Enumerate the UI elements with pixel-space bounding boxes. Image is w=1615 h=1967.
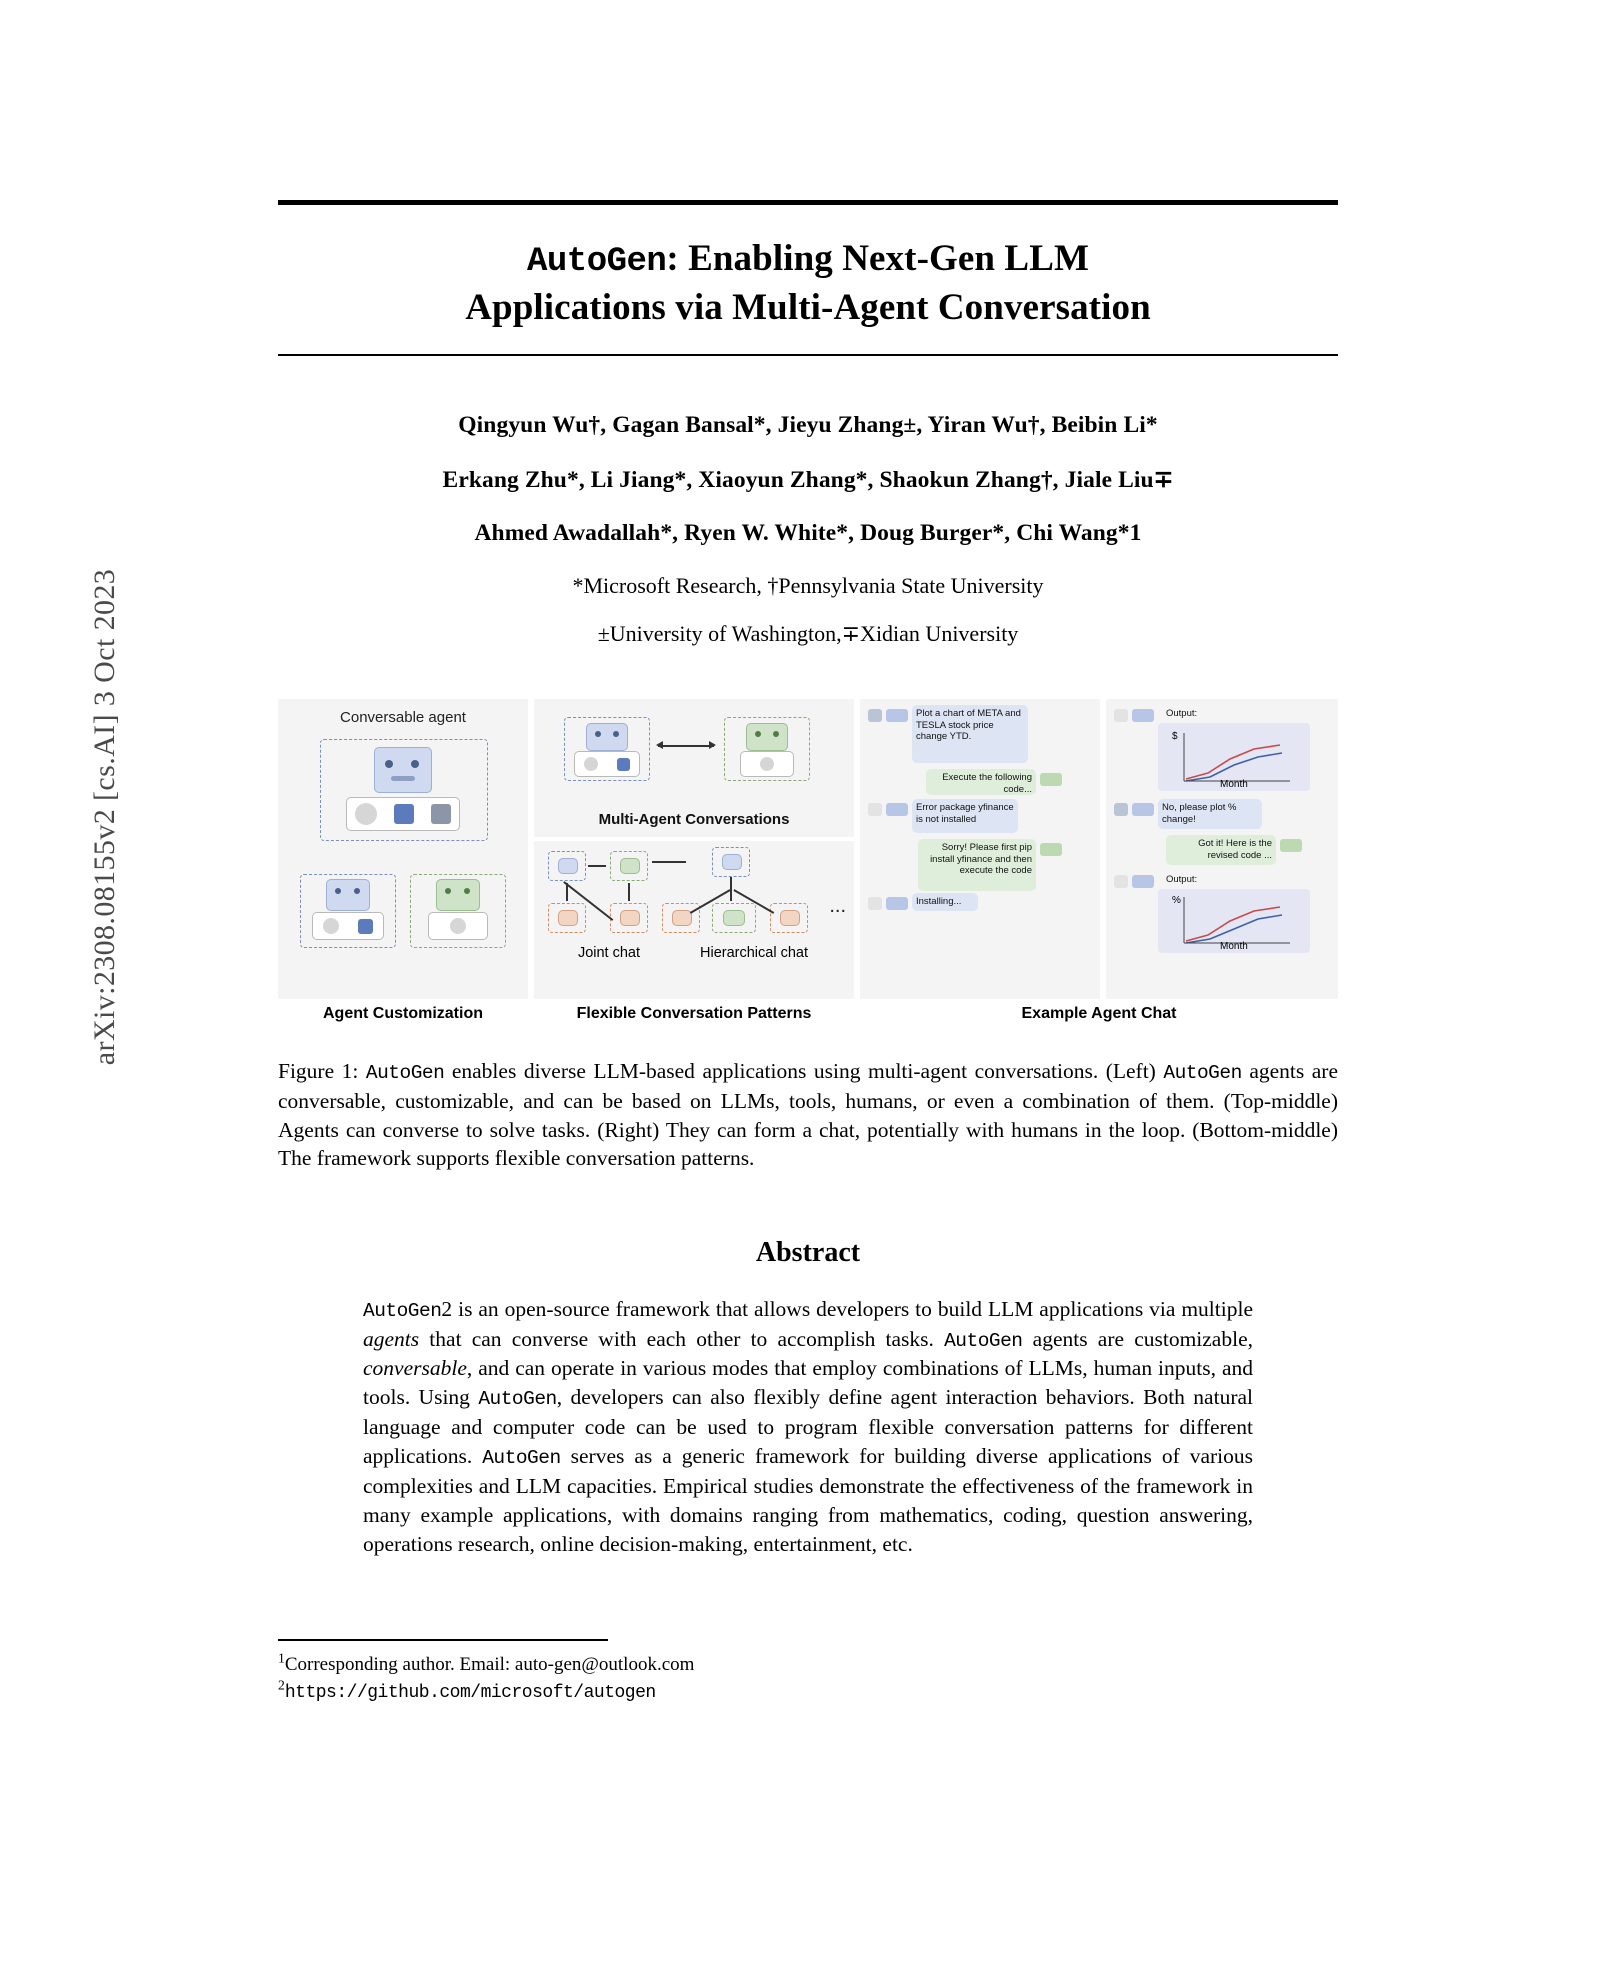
title-bottom-rule <box>278 354 1338 356</box>
chart-2-ylabel: % <box>1172 895 1181 907</box>
conv-agent-left-robot <box>586 723 628 751</box>
author-line-2: Erkang Zhu*, Li Jiang*, Xiaoyun Zhang*, Shaokun Zhang†, Jiale Liu∓ <box>442 467 1174 494</box>
figure-caption <box>278 1057 1338 1173</box>
page-title <box>278 235 1338 332</box>
abstract-italic-1: agents <box>363 1326 420 1351</box>
panel3-caption: Example Agent Chat <box>1021 1005 1177 1023</box>
agent-avatar-4 <box>1132 709 1154 722</box>
chart-2 <box>1158 889 1310 953</box>
human-icon <box>394 804 414 824</box>
footnote-1 <box>278 1651 1338 1679</box>
chart-1 <box>1158 723 1310 791</box>
agent-variant-green-caps <box>428 912 488 940</box>
title-mono: AutoGen <box>526 243 667 281</box>
robot-icon-variant-green <box>436 879 480 911</box>
tool-icon <box>431 804 451 824</box>
figure-caption-mono-1: AutoGen <box>365 1062 445 1085</box>
chat-message-4: Sorry! Please first pip install yfinance and then execute the code <box>918 839 1036 891</box>
abstract-text-5: , developers can also flexibly define agent interaction behaviors. Both natural language and computer code can be used to program flexible conversation patterns for different applications. <box>363 1385 1253 1468</box>
agent-avatar-3 <box>886 897 908 910</box>
chat-message-5: Installing... <box>912 893 978 911</box>
human-avatar-2 <box>1114 803 1128 816</box>
footnote-1-text: Corresponding author. Email: auto-gen@outlook.com <box>284 1653 695 1675</box>
chat-message-7: Got it! Here is the revised code ... <box>1166 835 1276 865</box>
agent-variant-blue-caps <box>312 912 384 940</box>
output-label-2: Output: <box>1166 874 1198 886</box>
footnotes <box>278 1651 1338 1707</box>
llm-icon <box>355 803 377 825</box>
pattern-ellipsis: ... <box>829 895 846 918</box>
multi-agent-conversations-panel <box>534 699 854 837</box>
conv-agent-right-caps <box>740 751 794 777</box>
panel1-caption: Agent Customization <box>323 1005 483 1023</box>
abstract-text-1: 2 is an open-source framework that allows developers to build LLM applications via multiple <box>441 1296 1253 1321</box>
python-avatar-2 <box>868 897 882 910</box>
abstract-mono-2: AutoGen <box>944 1329 1023 1352</box>
hier-child-1 <box>662 903 700 933</box>
chat-message-1: Plot a chart of META and TESLA stock price change YTD. <box>912 705 1028 763</box>
arxiv-stamp: arXiv:2308.08155v2 [cs.AI] 3 Oct 2023 <box>88 568 121 1066</box>
title-rest: : Enabling Next-Gen LLM <box>666 238 1089 279</box>
chart-1-xlabel: Month <box>1220 779 1248 791</box>
agent-avatar-green-3 <box>1280 839 1302 852</box>
agent-avatar-green-2 <box>1040 843 1062 856</box>
chat-message-6: No, please plot % change! <box>1158 799 1262 829</box>
footnote-2-marker: 2 <box>278 1677 285 1693</box>
abstract-text-6: serves as a generic framework for building diverse applications of various complexities and LLM capacities. Empirical studies demonstrate the effectiveness of the framework in many example applications, with domains ranging from mathematics, coding, question answering, operations research, online decision-making, entertainment, etc. <box>363 1444 1253 1556</box>
figure-panel-captions <box>278 1005 1338 1023</box>
author-block <box>278 412 1338 547</box>
figure-caption-text-1: enables diverse LLM-based applications using multi-agent conversations. (Left) <box>444 1059 1164 1084</box>
agent-avatar-green-1 <box>1040 773 1062 786</box>
author-line-1: Qingyun Wu†, Gagan Bansal*, Jieyu Zhang±, Yiran Wu†, Beibin Li* <box>458 412 1158 439</box>
title-top-rule <box>278 200 1338 205</box>
abstract-italic-2: conversable <box>363 1356 467 1381</box>
figure-caption-text-2: agents are conversable, customizable, and can be based on LLMs, tools, humans, or even a combination of them. (Top-middle) Agents can converse to solve tasks. (Right) They can form a chat, potentially with humans in the loop. (Bottom-middle) The framework supports flexible conversation patterns. <box>278 1059 1339 1171</box>
abstract-mono-1: AutoGen <box>363 1299 442 1322</box>
conv-double-arrow <box>658 745 714 747</box>
figure-panel-conversation-patterns <box>534 699 854 999</box>
hier-root <box>712 847 750 877</box>
joint-chat-label: Joint chat <box>577 945 641 962</box>
figure-caption-label: Figure 1: <box>278 1059 366 1084</box>
python-avatar-4 <box>1114 875 1128 888</box>
output-label-1: Output: <box>1166 708 1198 720</box>
conv-agent-right-robot <box>746 723 788 751</box>
flexible-patterns-panel <box>534 841 854 999</box>
author-line-3: Ahmed Awadallah*, Ryen W. White*, Doug Burger*, Chi Wang*1 <box>474 520 1142 547</box>
abstract-text-2: that can converse with each other to accomplish tasks. <box>419 1326 945 1351</box>
abstract-text-4: , and can operate in various modes that employ combinations of LLMs, human inputs, and tools. Using <box>363 1356 1253 1410</box>
panel2-caption: Flexible Conversation Patterns <box>576 1005 812 1023</box>
chart-2-xlabel: Month <box>1220 941 1248 953</box>
panel1-header: Conversable agent <box>340 709 466 727</box>
panel2-header: Multi-Agent Conversations <box>598 811 790 829</box>
abstract-mono-3: AutoGen <box>478 1388 557 1411</box>
robot-icon <box>374 747 432 793</box>
chat-message-2: Execute the following code... <box>926 769 1036 795</box>
footnote-2 <box>278 1678 1338 1706</box>
agent-avatar-5 <box>1132 803 1154 816</box>
abstract-body <box>363 1295 1253 1559</box>
hier-child-3 <box>770 903 808 933</box>
agent-avatar-1 <box>886 709 908 722</box>
affiliation-line-2: ±University of Washington,∓Xidian University <box>597 621 1019 647</box>
robot-icon-variant-blue <box>326 879 370 911</box>
title-line2: Applications via Multi-Agent Conversation <box>465 287 1151 329</box>
agent-avatar-2 <box>886 803 908 816</box>
joint-node-2 <box>610 851 648 881</box>
human-avatar-1 <box>868 709 882 722</box>
chart-1-ylabel: $ <box>1172 731 1178 743</box>
figure-panel-example-chat-left <box>860 699 1100 999</box>
joint-node-4 <box>610 903 648 933</box>
joint-node-1 <box>548 851 586 881</box>
figure-panel-agent-customization <box>278 699 528 999</box>
agent-capability-row <box>346 797 460 831</box>
footnote-1-marker: 1 <box>278 1650 285 1666</box>
footnote-rule <box>278 1639 608 1640</box>
paper-content <box>278 0 1338 1706</box>
abstract-mono-4: AutoGen <box>482 1447 561 1469</box>
hierarchical-chat-label: Hierarchical chat <box>700 945 808 962</box>
abstract-text-3: agents are customizable, <box>1022 1326 1253 1351</box>
joint-node-3 <box>548 903 586 933</box>
figure-1 <box>278 699 1338 999</box>
agent-avatar-6 <box>1132 875 1154 888</box>
python-avatar-3 <box>1114 709 1128 722</box>
figure-caption-mono-2: AutoGen <box>1163 1062 1242 1085</box>
python-avatar-1 <box>868 803 882 816</box>
hier-child-2 <box>712 903 756 933</box>
footnote-2-url[interactable]: https://github.com/microsoft/autogen <box>284 1683 656 1704</box>
affiliation-line-1: *Microsoft Research, †Pennsylvania State University <box>572 573 1044 599</box>
abstract-heading: Abstract <box>755 1236 861 1268</box>
figure-panel-example-chat-right <box>1106 699 1338 999</box>
chat-message-3: Error package yfinance is not installed <box>912 799 1018 833</box>
conv-agent-left-caps <box>574 751 640 777</box>
